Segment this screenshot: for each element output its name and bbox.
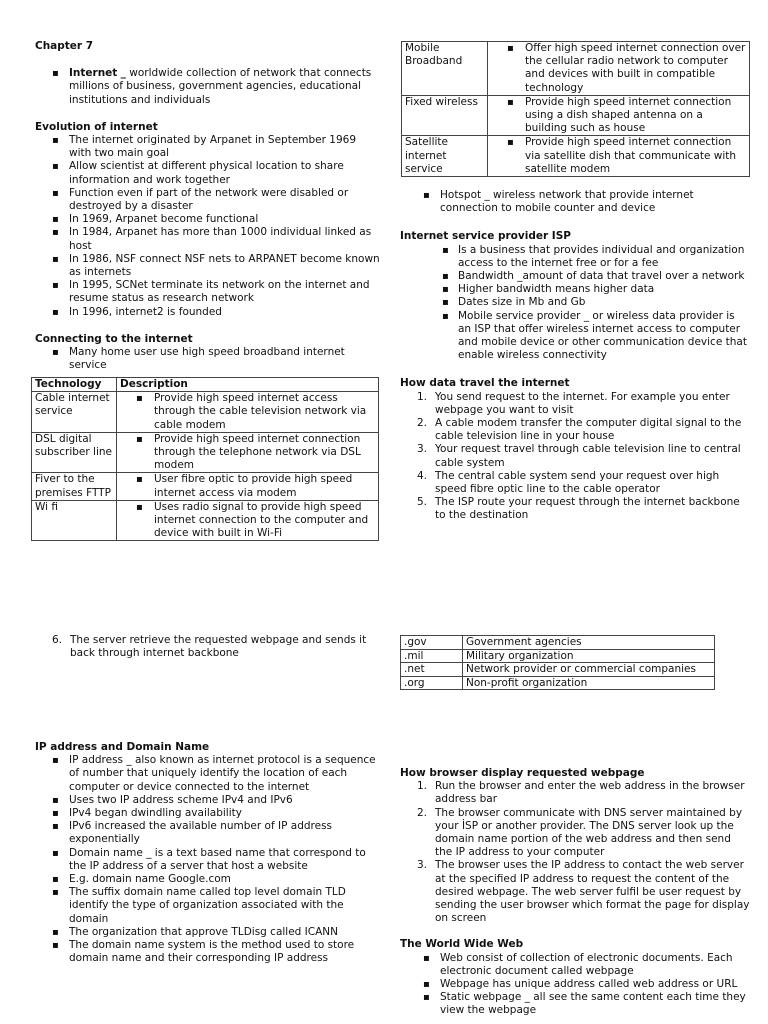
list-item: ▪ Provide high speed internet access through the cable television network via cable modem bbox=[154, 392, 375, 432]
list-item: ▪ Provide high speed internet connection via satellite dish that communicate with satellite modem bbox=[525, 136, 746, 176]
table-row bbox=[401, 676, 715, 690]
list-item: ▪ Uses radio signal to provide high speed internet connection to the computer and device with built in Wi-Fi bbox=[154, 501, 375, 541]
list-item: ▪ The suffix domain name called top level domain TLD identify the type of organization associated with the domain bbox=[69, 886, 380, 926]
list-item: ▪ Provide high speed internet connection using a dish shaped antenna on a building such as house bbox=[525, 96, 746, 136]
table-row bbox=[401, 663, 715, 677]
list-item: ▪ Is a business that provides individual and organization access to the internet free or for a fee bbox=[458, 244, 750, 270]
list-item: 3. Your request travel through cable television line to central cable system bbox=[417, 443, 741, 469]
chapter-title: Chapter 7 bbox=[35, 40, 94, 52]
table-cell-description: Network provider or commercial companies bbox=[463, 663, 715, 677]
list-item: 1. Run the browser and enter the web address in the browser address bar bbox=[417, 780, 745, 806]
domains-table bbox=[400, 635, 715, 690]
table-cell-description bbox=[117, 473, 379, 500]
list-item: 5. The ISP route your request through the internet backbone to the destination bbox=[417, 496, 740, 522]
list-item: ▪ In 1969, Arpanet become functional bbox=[69, 213, 380, 226]
list-item: 1. You send request to the internet. For example you enter webpage you want to visit bbox=[417, 390, 730, 416]
list-item: ▪ Higher bandwidth means higher data bbox=[458, 283, 750, 296]
table-cell-technology: Satellite internet service bbox=[402, 136, 488, 177]
isp-list bbox=[400, 244, 750, 363]
intro-term: Internet bbox=[69, 67, 118, 80]
data-travel-continued bbox=[35, 634, 380, 660]
table-cell-tld: .net bbox=[401, 663, 463, 677]
ip-section bbox=[35, 741, 380, 965]
right-column-top bbox=[400, 189, 750, 523]
connecting-heading: Connecting to the internet bbox=[35, 332, 193, 345]
table-row bbox=[402, 136, 750, 177]
isp-heading: Internet service provider ISP bbox=[400, 230, 571, 243]
table-cell-description bbox=[117, 500, 379, 541]
table-cell-technology: Fixed wireless bbox=[402, 95, 488, 136]
browser-list bbox=[400, 780, 750, 925]
table-cell-description: Non-profit organization bbox=[463, 676, 715, 690]
list-item: 2. A cable modem transfer the computer digital signal to the cable television line in your house bbox=[417, 417, 742, 443]
technology-table bbox=[31, 377, 379, 541]
evolution-heading: Evolution of internet bbox=[35, 120, 158, 133]
ip-list bbox=[35, 754, 380, 965]
table-cell-technology: DSL digital subscriber line bbox=[32, 432, 117, 473]
table-cell-technology: Wi fi bbox=[32, 500, 117, 541]
table-header-description: Description bbox=[117, 378, 379, 392]
table-cell-description bbox=[488, 95, 750, 136]
list-item: ▪ In 1996, internet2 is founded bbox=[69, 306, 380, 319]
list-item: ▪ Allow scientist at different physical location to share information and work together bbox=[69, 160, 380, 186]
list-item: ▪ Webpage has unique address called web address or URL bbox=[440, 978, 750, 991]
list-item: ▪ In 1995, SCNet terminate its network on the internet and resume status as research network bbox=[69, 279, 380, 305]
table-row bbox=[401, 636, 715, 650]
evolution-list bbox=[35, 134, 380, 319]
list-item: 2. The browser communicate with DNS server maintained by your İSP or another provider. The DNS server look up the domain name portion of the web address and then send the IP address to your computer bbox=[417, 806, 743, 859]
list-item: ▪ E.g. domain name Google.com bbox=[69, 873, 380, 886]
list-item: ▪ User fibre optic to provide high speed internet access via modem bbox=[154, 473, 375, 499]
list-item: ▪ Static webpage _ all see the same content each time they view the webpage bbox=[440, 991, 750, 1017]
technology-table-continued bbox=[401, 41, 750, 177]
table-cell-technology: Mobile Broadband bbox=[402, 42, 488, 96]
data-travel-list bbox=[400, 391, 750, 523]
list-item: ▪ Provide high speed internet connection through the telephone network via DSL modem bbox=[154, 433, 375, 473]
list-item: ▪ Hotspot _ wireless network that provide internet connection to mobile counter and device bbox=[440, 189, 750, 215]
list-item: ▪ IPv4 began dwindling availability bbox=[69, 807, 380, 820]
list-item: ▪ In 1984, Arpanet has more than 1000 individual linked as host bbox=[69, 226, 380, 252]
table-cell-description bbox=[488, 136, 750, 177]
table-cell-tld: .org bbox=[401, 676, 463, 690]
www-list bbox=[400, 952, 750, 1018]
table-cell-description: Military organization bbox=[463, 649, 715, 663]
list-item: 3. The browser uses the IP address to contact the web server at the specified IP address to request the content of the desired webpage. The web server fulfil be user request by sending the user browser which format the page for display on screen bbox=[417, 859, 750, 925]
list-item: ▪ Bandwidth _amount of data that travel over a network bbox=[458, 270, 750, 283]
list-item: ▪ Offer high speed internet connection over the cellular radio network to computer and devices with built in compatible technology bbox=[525, 42, 746, 95]
data-travel-heading: How data travel the internet bbox=[400, 377, 570, 390]
table-row bbox=[401, 649, 715, 663]
list-item: ▪ Dates size in Mb and Gb bbox=[458, 296, 750, 309]
table-row bbox=[32, 500, 379, 541]
list-item: ▪ Domain name _ is a text based name that correspond to the IP address of a server that host a website bbox=[69, 847, 380, 873]
table-cell-tld: .mil bbox=[401, 649, 463, 663]
table-cell-description bbox=[117, 432, 379, 473]
list-item: ▪ Function even if part of the network were disabled or destroyed by a disaster bbox=[69, 187, 380, 213]
left-column-top bbox=[35, 40, 380, 372]
list-item: ▪ In 1986, NSF connect NSF nets to ARPANET become known as internets bbox=[69, 253, 380, 279]
table-header-technology: Technology bbox=[32, 378, 117, 392]
list-item: ▪ IP address _ also known as internet protocol is a sequence of number that uniquely identify the location of each computer or device connected to the internet bbox=[69, 754, 380, 794]
table-row bbox=[32, 432, 379, 473]
table-cell-tld: .gov bbox=[401, 636, 463, 650]
list-item: 6. The server retrieve the requested webpage and sends it back through internet backbone bbox=[52, 634, 367, 660]
browser-section bbox=[400, 767, 750, 1018]
list-item: ▪ Mobile service provider _ or wireless data provider is an ISP that offer wireless internet access to computer and mobile device or other communication device that enable wireless connectivity bbox=[458, 310, 750, 363]
list-item: ▪ Web consist of collection of electronic documents. Each electronic document called webpage bbox=[440, 952, 750, 978]
list-item: ▪ Many home user use high speed broadband internet service bbox=[69, 346, 380, 372]
list-item: 4. The central cable system send your request over high speed fibre optic line to the cable operator bbox=[417, 469, 720, 496]
intro-text: worldwide collection of network that connects millions of business, government agencies, educational institutions and individuals bbox=[69, 67, 372, 106]
table-cell-technology: Cable internet service bbox=[32, 392, 117, 433]
table-row bbox=[32, 392, 379, 433]
data-travel-list-continued bbox=[35, 634, 380, 660]
hotspot-list bbox=[400, 189, 750, 215]
ip-heading: IP address and Domain Name bbox=[35, 741, 210, 753]
table-cell-technology: Fiver to the premises FTTP bbox=[32, 473, 117, 500]
list-item: ▪ Uses two IP address scheme IPv4 and IPv6 bbox=[69, 794, 380, 807]
table-cell-description bbox=[117, 392, 379, 433]
table-cell-description bbox=[488, 42, 750, 96]
table-row bbox=[402, 95, 750, 136]
intro-list bbox=[35, 67, 380, 107]
list-item: ▪ IPv6 increased the available number of IP address exponentially bbox=[69, 820, 380, 846]
connecting-list bbox=[35, 346, 380, 372]
intro-dash: _ bbox=[120, 67, 126, 80]
www-heading: The World Wide Web bbox=[400, 938, 524, 951]
list-item bbox=[69, 67, 380, 107]
list-item: ▪ The domain name system is the method used to store domain name and their corresponding IP address bbox=[69, 939, 380, 965]
table-cell-description: Government agencies bbox=[463, 636, 715, 650]
list-item: ▪ The internet originated by Arpanet in September 1969 with two main goal bbox=[69, 134, 380, 160]
table-row bbox=[402, 42, 750, 96]
table-row bbox=[32, 473, 379, 500]
browser-heading: How browser display requested webpage bbox=[400, 767, 645, 779]
list-item: ▪ The organization that approve TLDisg called ICANN bbox=[69, 926, 380, 939]
